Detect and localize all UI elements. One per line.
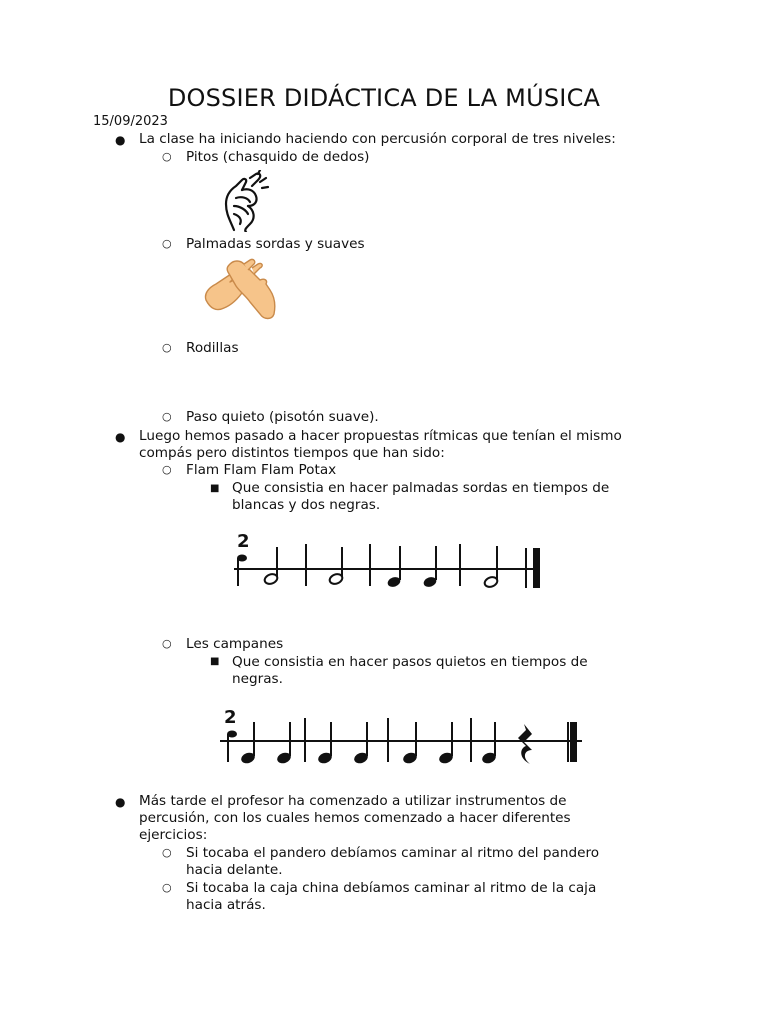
luego-text-1: Luego hemos pasado a hacer propuestas rítmicas que tenían el mismo	[139, 428, 622, 444]
campanes-desc-2: negras.	[232, 671, 283, 687]
pandero-text-2: hacia delante.	[186, 862, 283, 878]
pitos-text: Pitos (chasquido de dedos)	[186, 149, 370, 165]
bullet-level2: ○	[162, 463, 172, 476]
bullet-level2: ○	[162, 881, 172, 894]
bullet-level3: ■	[210, 483, 220, 494]
quarter-note	[353, 722, 370, 765]
bullet-level1: ●	[115, 795, 126, 809]
quarter-note	[422, 546, 437, 589]
final-bar-thick	[570, 722, 577, 762]
quarter-note	[481, 722, 498, 765]
bullet-level2: ○	[162, 410, 172, 423]
rhythm-notation-campanes	[216, 700, 586, 780]
half-note	[483, 546, 498, 589]
caja-text-1: Si tocaba la caja china debíamos caminar al ritmo de la caja	[186, 880, 597, 896]
page-title: DOSSIER DIDÁCTICA DE LA MÚSICA	[167, 84, 601, 112]
flam-desc-1: Que consistia en hacer palmadas sordas en tiempos de	[232, 480, 610, 496]
palmadas-text: Palmadas sordas y suaves	[186, 236, 365, 252]
rhythm-notation-flam	[230, 524, 550, 604]
bullet-level1: ●	[115, 430, 126, 444]
luego-text-2: compás pero distintos tiempos que han sido:	[139, 445, 445, 461]
campanes-desc-1: Que consistia en hacer pasos quietos en tiempos de	[232, 654, 588, 670]
time-signature: 2	[224, 707, 237, 728]
finger-snap-icon	[220, 170, 270, 232]
bullet-level2: ○	[162, 150, 172, 163]
flam-text: Flam Flam Flam Potax	[186, 462, 337, 478]
bullet-level3: ■	[210, 656, 220, 667]
half-note	[263, 547, 278, 586]
intro-text: La clase ha iniciando haciendo con percusión corporal de tres niveles:	[139, 131, 616, 147]
tarde-text-2: percusión, con los cuales hemos comenzado a hacer diferentes	[139, 810, 571, 826]
quarter-rest	[518, 724, 532, 764]
quarter-note	[240, 722, 257, 765]
bullet-level2: ○	[162, 846, 172, 859]
bullet-level2: ○	[162, 341, 172, 354]
time-signature: 2	[237, 531, 250, 552]
tarde-text-1: Más tarde el profesor ha comenzado a utilizar instrumentos de	[139, 793, 567, 809]
bullet-level2: ○	[162, 637, 172, 650]
rodillas-text: Rodillas	[186, 340, 239, 356]
pandero-text-1: Si tocaba el pandero debíamos caminar al ritmo del pandero	[186, 845, 600, 861]
clapping-hands-icon	[200, 256, 280, 326]
paso-text: Paso quieto (pisotón suave).	[186, 409, 379, 425]
quarter-note	[386, 546, 401, 589]
quarter-note	[317, 722, 334, 765]
flam-desc-2: blancas y dos negras.	[232, 497, 381, 513]
half-note	[328, 547, 343, 586]
caja-text-2: hacia atrás.	[186, 897, 266, 913]
quarter-note	[402, 722, 419, 765]
bullet-level2: ○	[162, 237, 172, 250]
quarter-note	[438, 722, 455, 765]
bullet-level1: ●	[115, 133, 126, 147]
date-label: 15/09/2023	[93, 114, 168, 129]
final-bar-thick	[533, 548, 540, 588]
tarde-text-3: ejercicios:	[139, 827, 208, 843]
campanes-text: Les campanes	[186, 636, 284, 652]
quarter-note	[276, 722, 293, 765]
